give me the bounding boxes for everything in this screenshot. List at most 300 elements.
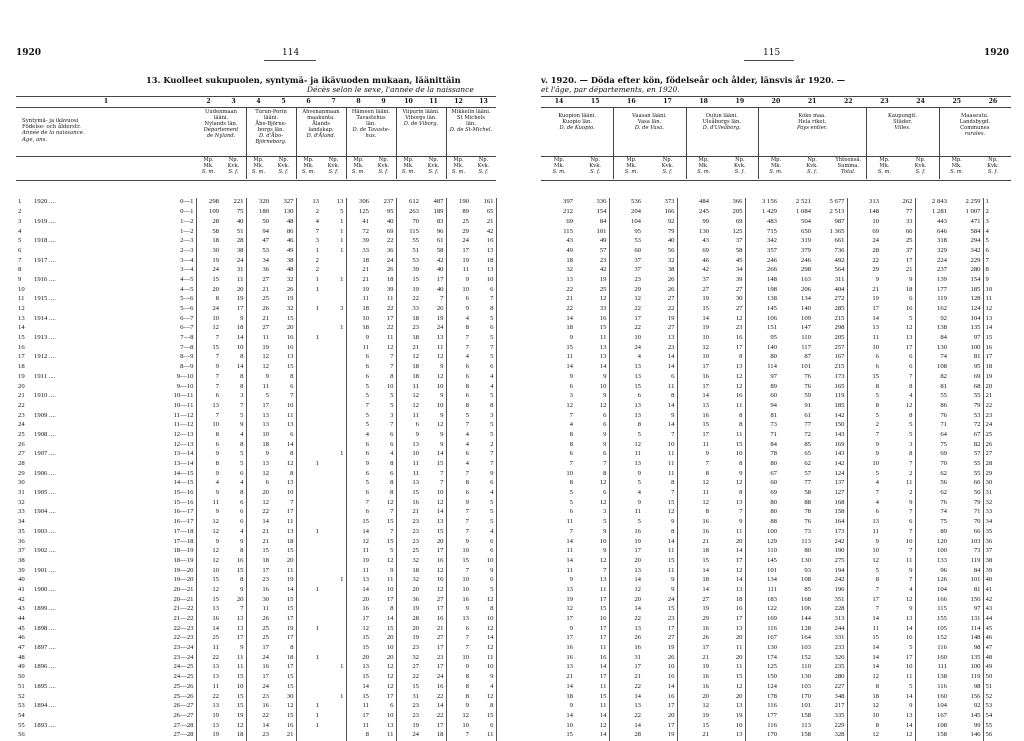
table-row [16, 576, 496, 586]
row-number: 22 [18, 401, 25, 409]
cell-value [321, 421, 346, 431]
cell-value: 9 [643, 586, 677, 596]
cell-value: 11 [643, 460, 677, 470]
cell-value: 14 [872, 644, 879, 652]
cell-value: 22 [371, 324, 396, 334]
province-line: Ålands [312, 120, 330, 127]
cell-value: 18 [371, 276, 396, 286]
birth-year: 1904 .... [34, 508, 56, 516]
cell-value: 19 [362, 285, 369, 293]
birth-year [32, 518, 90, 528]
birth-year: 1919 .... [34, 217, 56, 225]
sex-label: Mk. [303, 162, 314, 169]
cell-value: 14 [575, 731, 609, 741]
cell-value: 9 [465, 605, 469, 613]
cell-value: 6 [465, 489, 469, 497]
cell-value: 150 [766, 673, 777, 681]
table-row [541, 692, 1011, 702]
cell-value: 185 [949, 285, 983, 295]
row-number: 56 [985, 731, 993, 739]
cell-value: 12 [371, 498, 396, 508]
province-line: Åbo-Björne- [255, 120, 287, 127]
cell-value [296, 537, 321, 547]
cell-value: 5 [365, 382, 369, 390]
cell-value: 4 [221, 479, 246, 489]
cell-value: 13 [271, 421, 296, 431]
cell-value: 21 [412, 343, 419, 351]
cell-value: 21 [262, 285, 269, 293]
cell-value: 4 [471, 489, 496, 499]
right-sex-header [686, 158, 722, 176]
cell-value: 19 [221, 711, 246, 721]
row-number: 7 [18, 256, 22, 264]
cell-value: 24 [262, 653, 269, 661]
age-range: 11—12 [90, 421, 196, 431]
cell-value: 6 [215, 392, 219, 400]
cell-value: 8 [365, 731, 369, 739]
cell-value: 10 [421, 382, 446, 392]
cell-value: 37 [881, 246, 915, 256]
cell-value: 221 [221, 198, 246, 208]
cell-value: 4 [371, 450, 396, 460]
cell-value: 9 [215, 450, 219, 458]
cell-value: 14 [643, 353, 677, 363]
cell-value: 78 [804, 508, 811, 516]
table-row [541, 450, 1011, 460]
cell-value: 60 [770, 479, 777, 487]
cell-value: 92 [940, 314, 947, 322]
cell-value: 100 [936, 547, 947, 555]
table-row [16, 285, 496, 295]
cell-value: 228 [813, 605, 847, 615]
left-sex-header [221, 158, 246, 176]
cell-value: 22 [566, 285, 573, 293]
cell-value: 17 [421, 721, 446, 731]
cell-value: 11 [262, 605, 269, 613]
age-range: 1—2 [90, 217, 196, 227]
cell-value [296, 353, 321, 363]
sex-label: S. f. [734, 168, 745, 175]
cell-value: 97 [949, 605, 983, 615]
cell-value [321, 460, 346, 470]
cell-value: 8 [471, 305, 496, 315]
province-line: maakunta. [307, 114, 335, 121]
cell-value: 10 [566, 469, 573, 477]
cell-value: 987 [813, 217, 847, 227]
sex-label: S. f. [662, 168, 673, 175]
row-number: 49 [18, 663, 25, 671]
sex-label: Kvk. [806, 162, 818, 169]
row-number: 8 [18, 266, 22, 274]
cell-value: 21 [362, 266, 369, 274]
cell-value [321, 527, 346, 537]
table-row [16, 246, 496, 256]
cell-value: 7 [371, 363, 396, 373]
cell-value: 205 [711, 208, 745, 218]
left-col-number: 9 [381, 98, 386, 105]
sex-label: S. f. [328, 168, 339, 175]
province-line: D. d'Åland. [306, 132, 336, 139]
cell-value: 11 [362, 295, 369, 303]
cell-value: 84 [770, 440, 777, 448]
cell-value [321, 372, 346, 382]
row-number: 48 [18, 653, 25, 661]
age-range: 15—16 [90, 489, 196, 499]
cell-value: 31 [412, 692, 419, 700]
cell-value: 20 [634, 595, 641, 603]
row-number: 42 [18, 595, 25, 603]
cell-value: 147 [800, 324, 811, 332]
cell-value: 5 [365, 392, 369, 400]
cell-value: 75 [940, 518, 947, 526]
cell-value: 9 [575, 547, 609, 557]
sex-label: S. f. [378, 168, 389, 175]
sex-label: Kvk. [987, 162, 999, 169]
cell-value: 42 [702, 266, 709, 274]
cell-value: 143 [813, 431, 847, 441]
cell-value: 116 [767, 721, 777, 729]
cell-value: 125 [766, 663, 777, 671]
cell-value: 15 [212, 595, 219, 603]
row-number: 41 [18, 585, 25, 593]
cell-value: 3 [471, 411, 496, 421]
table-row [541, 353, 1011, 363]
sex-label: S. f. [228, 168, 239, 175]
cell-value: 1 [321, 276, 346, 286]
row-number: 37 [18, 547, 25, 555]
cell-value: 21 [412, 508, 419, 516]
cell-value: 169 [766, 615, 777, 623]
cell-value: 9 [643, 518, 677, 528]
cell-value: 5 [365, 421, 369, 429]
cell-value: 11 [634, 450, 641, 458]
cell-value: 68 [949, 382, 983, 392]
cell-value: 10 [462, 547, 469, 555]
cell-value: 7 [371, 527, 396, 537]
cell-value: 9 [465, 498, 469, 506]
cell-value: 8 [221, 372, 246, 382]
cell-value: 12 [271, 460, 296, 470]
cell-value: 169 [813, 440, 847, 450]
cell-value: 10 [362, 314, 369, 322]
cell-value: 13 [566, 275, 573, 283]
cell-value: 12 [471, 644, 496, 654]
cell-value: 53 [634, 237, 641, 245]
cell-value: 13 [271, 479, 296, 489]
cell-value: 14 [872, 615, 879, 623]
cell-value: 8 [221, 489, 246, 499]
cell-value: 5 [875, 392, 879, 400]
cell-value: 2 [315, 208, 319, 216]
cell-value: 14 [643, 537, 677, 547]
cell-value: 16 [702, 682, 709, 690]
age-range: 17—18 [90, 527, 196, 537]
cell-value: 13 [634, 363, 641, 371]
table-row [541, 469, 1011, 479]
cell-value: 15 [471, 711, 496, 721]
cell-value: 318 [936, 237, 947, 245]
cell-value: 1 [315, 711, 319, 719]
cell-value: 95 [949, 363, 983, 373]
cell-value: 75 [940, 440, 947, 448]
cell-value: 6 [365, 363, 369, 371]
cell-value: 106 [800, 605, 811, 613]
cell-value: 99 [702, 217, 709, 225]
cell-value: 27 [702, 285, 709, 293]
province-line: Viborgs län. [405, 114, 437, 121]
cell-value: 11 [643, 566, 677, 576]
cell-value: 89 [462, 208, 469, 216]
cell-value: 23 [262, 576, 269, 584]
cell-value: 16 [271, 721, 296, 731]
row-number: 21 [18, 392, 25, 400]
cell-value [321, 353, 346, 363]
cell-value: 15 [221, 673, 246, 683]
cell-value: 26 [643, 285, 677, 295]
cell-value: 2 [881, 489, 915, 499]
age-range: 2—3 [90, 246, 196, 256]
cell-value: 116 [937, 682, 947, 690]
cell-value [296, 392, 321, 402]
cell-value: 13 [711, 363, 745, 373]
cell-value: 10 [412, 450, 419, 458]
sex-label: S. m. [401, 168, 416, 175]
cell-value [321, 411, 346, 421]
cell-value: 7 [881, 508, 915, 518]
table-row [16, 382, 496, 392]
cell-value: 11 [643, 547, 677, 557]
cell-value: 174 [766, 653, 777, 661]
cell-value: 11 [711, 663, 745, 673]
cell-value: 13 [412, 479, 419, 487]
cell-value: 7 [215, 382, 219, 390]
cell-value: 10 [881, 537, 915, 547]
cell-value: 17 [271, 634, 296, 644]
cell-value: 38 [643, 266, 677, 276]
cell-value: 60 [770, 392, 777, 400]
row-number: 19 [18, 372, 25, 380]
sex-label: Mp. [253, 157, 264, 163]
cell-value: 125 [358, 208, 369, 216]
cell-value: 11 [702, 489, 709, 497]
cell-value: 11 [872, 624, 879, 632]
cell-value: 71 [770, 430, 777, 438]
cell-value: 9 [575, 392, 609, 402]
cell-value: 280 [949, 266, 983, 276]
cell-value: 167 [813, 353, 847, 363]
cell-value: 9 [471, 566, 496, 576]
cell-value: 130 [800, 556, 811, 564]
cell-value: 18 [262, 556, 269, 564]
cell-value [321, 266, 346, 276]
cell-value: 66 [949, 527, 983, 537]
cell-value: 103 [800, 644, 811, 652]
row-number: 43 [985, 605, 993, 613]
province-line: Vasa län. [637, 118, 662, 125]
birth-year [32, 498, 90, 508]
cell-value: 12 [421, 586, 446, 596]
cell-value: 28 [212, 217, 219, 225]
cell-value [321, 624, 346, 634]
cell-value: 24 [412, 731, 419, 739]
cell-value: 11 [881, 556, 915, 566]
birth-year: 1906 .... [34, 469, 56, 477]
cell-value: 11 [702, 440, 709, 448]
cell-value: 6 [881, 518, 915, 528]
cell-value: 18 [412, 314, 419, 322]
cell-value: 328 [813, 731, 847, 741]
cell-value [321, 392, 346, 402]
row-number: 27 [985, 450, 993, 458]
cell-value: 492 [813, 256, 847, 266]
cell-value: 25 [262, 624, 269, 632]
cell-value: 15 [362, 673, 369, 681]
table-row [541, 440, 1011, 450]
province-line: rurales. [964, 130, 986, 137]
cell-value: 24 [421, 673, 446, 683]
cell-value: 10 [872, 217, 879, 225]
table-row [541, 208, 1011, 218]
province-line: Oulun lääni. [705, 113, 738, 119]
cell-value: 11 [711, 431, 745, 441]
right-col-number: 21 [807, 98, 817, 105]
table-row [541, 498, 1011, 508]
province-line: län. [466, 120, 476, 127]
cell-value: 21 [262, 527, 269, 535]
cell-value: 14 [566, 363, 573, 371]
cell-value: 20 [634, 556, 641, 564]
cell-value: 9 [881, 276, 915, 286]
cell-value: 15 [371, 518, 396, 528]
cell-value: 72 [949, 421, 983, 431]
table-row [16, 227, 496, 237]
cell-value: 7 [471, 460, 496, 470]
cell-value: 6 [221, 508, 246, 518]
cell-value: 9 [365, 460, 369, 468]
cell-value: 7 [875, 489, 879, 497]
age-range: 19—20 [90, 566, 196, 576]
cell-value: 42 [421, 256, 446, 266]
cell-value: 12 [702, 479, 709, 487]
row-number: 11 [18, 295, 25, 303]
cell-value: 7 [471, 450, 496, 460]
table-row [541, 411, 1011, 421]
birth-year [32, 692, 90, 702]
cell-value: 8 [569, 479, 573, 487]
cell-value: 10 [471, 615, 496, 625]
cell-value: 20 [212, 285, 219, 293]
cell-value: 160 [936, 692, 947, 700]
row-number: 52 [985, 692, 993, 700]
cell-value: 21 [702, 653, 709, 661]
cell-value: 23 [643, 615, 677, 625]
cell-value: 8 [637, 421, 641, 429]
cell-value: 18 [362, 324, 369, 332]
cell-value: 15 [872, 372, 879, 380]
cell-value [321, 566, 346, 576]
cell-value: 80 [770, 460, 777, 468]
cell-value: 14 [566, 537, 573, 545]
row-number: 39 [18, 566, 25, 574]
age-range: 12—13 [90, 440, 196, 450]
row-number: 25 [18, 430, 25, 438]
cell-value: 17 [462, 246, 469, 254]
cell-value: 1 084 [795, 208, 811, 216]
cell-value: 144 [800, 615, 811, 623]
row-number: 14 [985, 324, 993, 332]
cell-value: 20 [421, 537, 446, 547]
sex-label: Np. [478, 157, 489, 163]
cell-value: 26 [262, 615, 269, 623]
age-range: 21—22 [90, 605, 196, 615]
sex-label: S. m. [451, 168, 466, 175]
cell-value: 14 [702, 585, 709, 593]
cell-value: 9 [875, 440, 879, 448]
cell-value: 111 [767, 585, 777, 593]
cell-value: 18 [271, 653, 296, 663]
sex-label: S. m. [201, 168, 216, 175]
cell-value: 1 [321, 324, 346, 334]
cell-value: 6 [365, 450, 369, 458]
cell-value: 326 [813, 653, 847, 663]
province-line: D. d'Åbo- [259, 132, 283, 139]
cell-value: 4 [471, 682, 496, 692]
cell-value: 76 [804, 372, 811, 380]
cell-value: 16 [575, 314, 609, 324]
cell-value: 24 [212, 266, 219, 274]
cell-value: 1 [315, 285, 319, 293]
cell-value: 1 [321, 246, 346, 256]
sex-label: S. m. [552, 168, 566, 175]
right-col-number: 17 [663, 98, 672, 105]
cell-value: 6 [465, 450, 469, 458]
sex-label: S. m. [624, 168, 638, 175]
cell-value: 18 [362, 256, 369, 264]
birth-year: 1914 .... [34, 314, 56, 322]
cell-value: 5 [221, 460, 246, 470]
cell-value: 6 [575, 421, 609, 431]
table-row [541, 295, 1011, 305]
cell-value: 7 [421, 469, 446, 479]
cell-value: 8 [875, 382, 879, 390]
birth-year [32, 556, 90, 566]
cell-value: 12 [262, 498, 269, 506]
cell-value: 13 [312, 198, 319, 206]
cell-value: 18 [421, 731, 446, 741]
right-col-number: 22 [843, 98, 853, 105]
cell-value: 11 [362, 721, 369, 729]
cell-value: 2 513 [813, 208, 847, 218]
cell-value [296, 547, 321, 557]
cell-value: 13 [881, 334, 915, 344]
cell-value: 7 [575, 566, 609, 576]
cell-value: 9 [875, 450, 879, 458]
cell-value: 34 [711, 266, 745, 276]
cell-value: 9 [215, 469, 219, 477]
cell-value [321, 731, 346, 741]
cell-value: 8 [215, 430, 219, 438]
cell-value: 17 [421, 276, 446, 286]
cell-value: 10 [462, 721, 469, 729]
cell-value: 26 [643, 653, 677, 663]
cell-value: 245 [698, 208, 709, 216]
cell-value: 15 [221, 702, 246, 712]
table-row [541, 731, 1011, 741]
cell-value: 16 [421, 576, 446, 586]
left-page-year: 1920 [16, 48, 42, 58]
cell-value: 27 [421, 595, 446, 605]
cell-value: 82 [940, 372, 947, 380]
